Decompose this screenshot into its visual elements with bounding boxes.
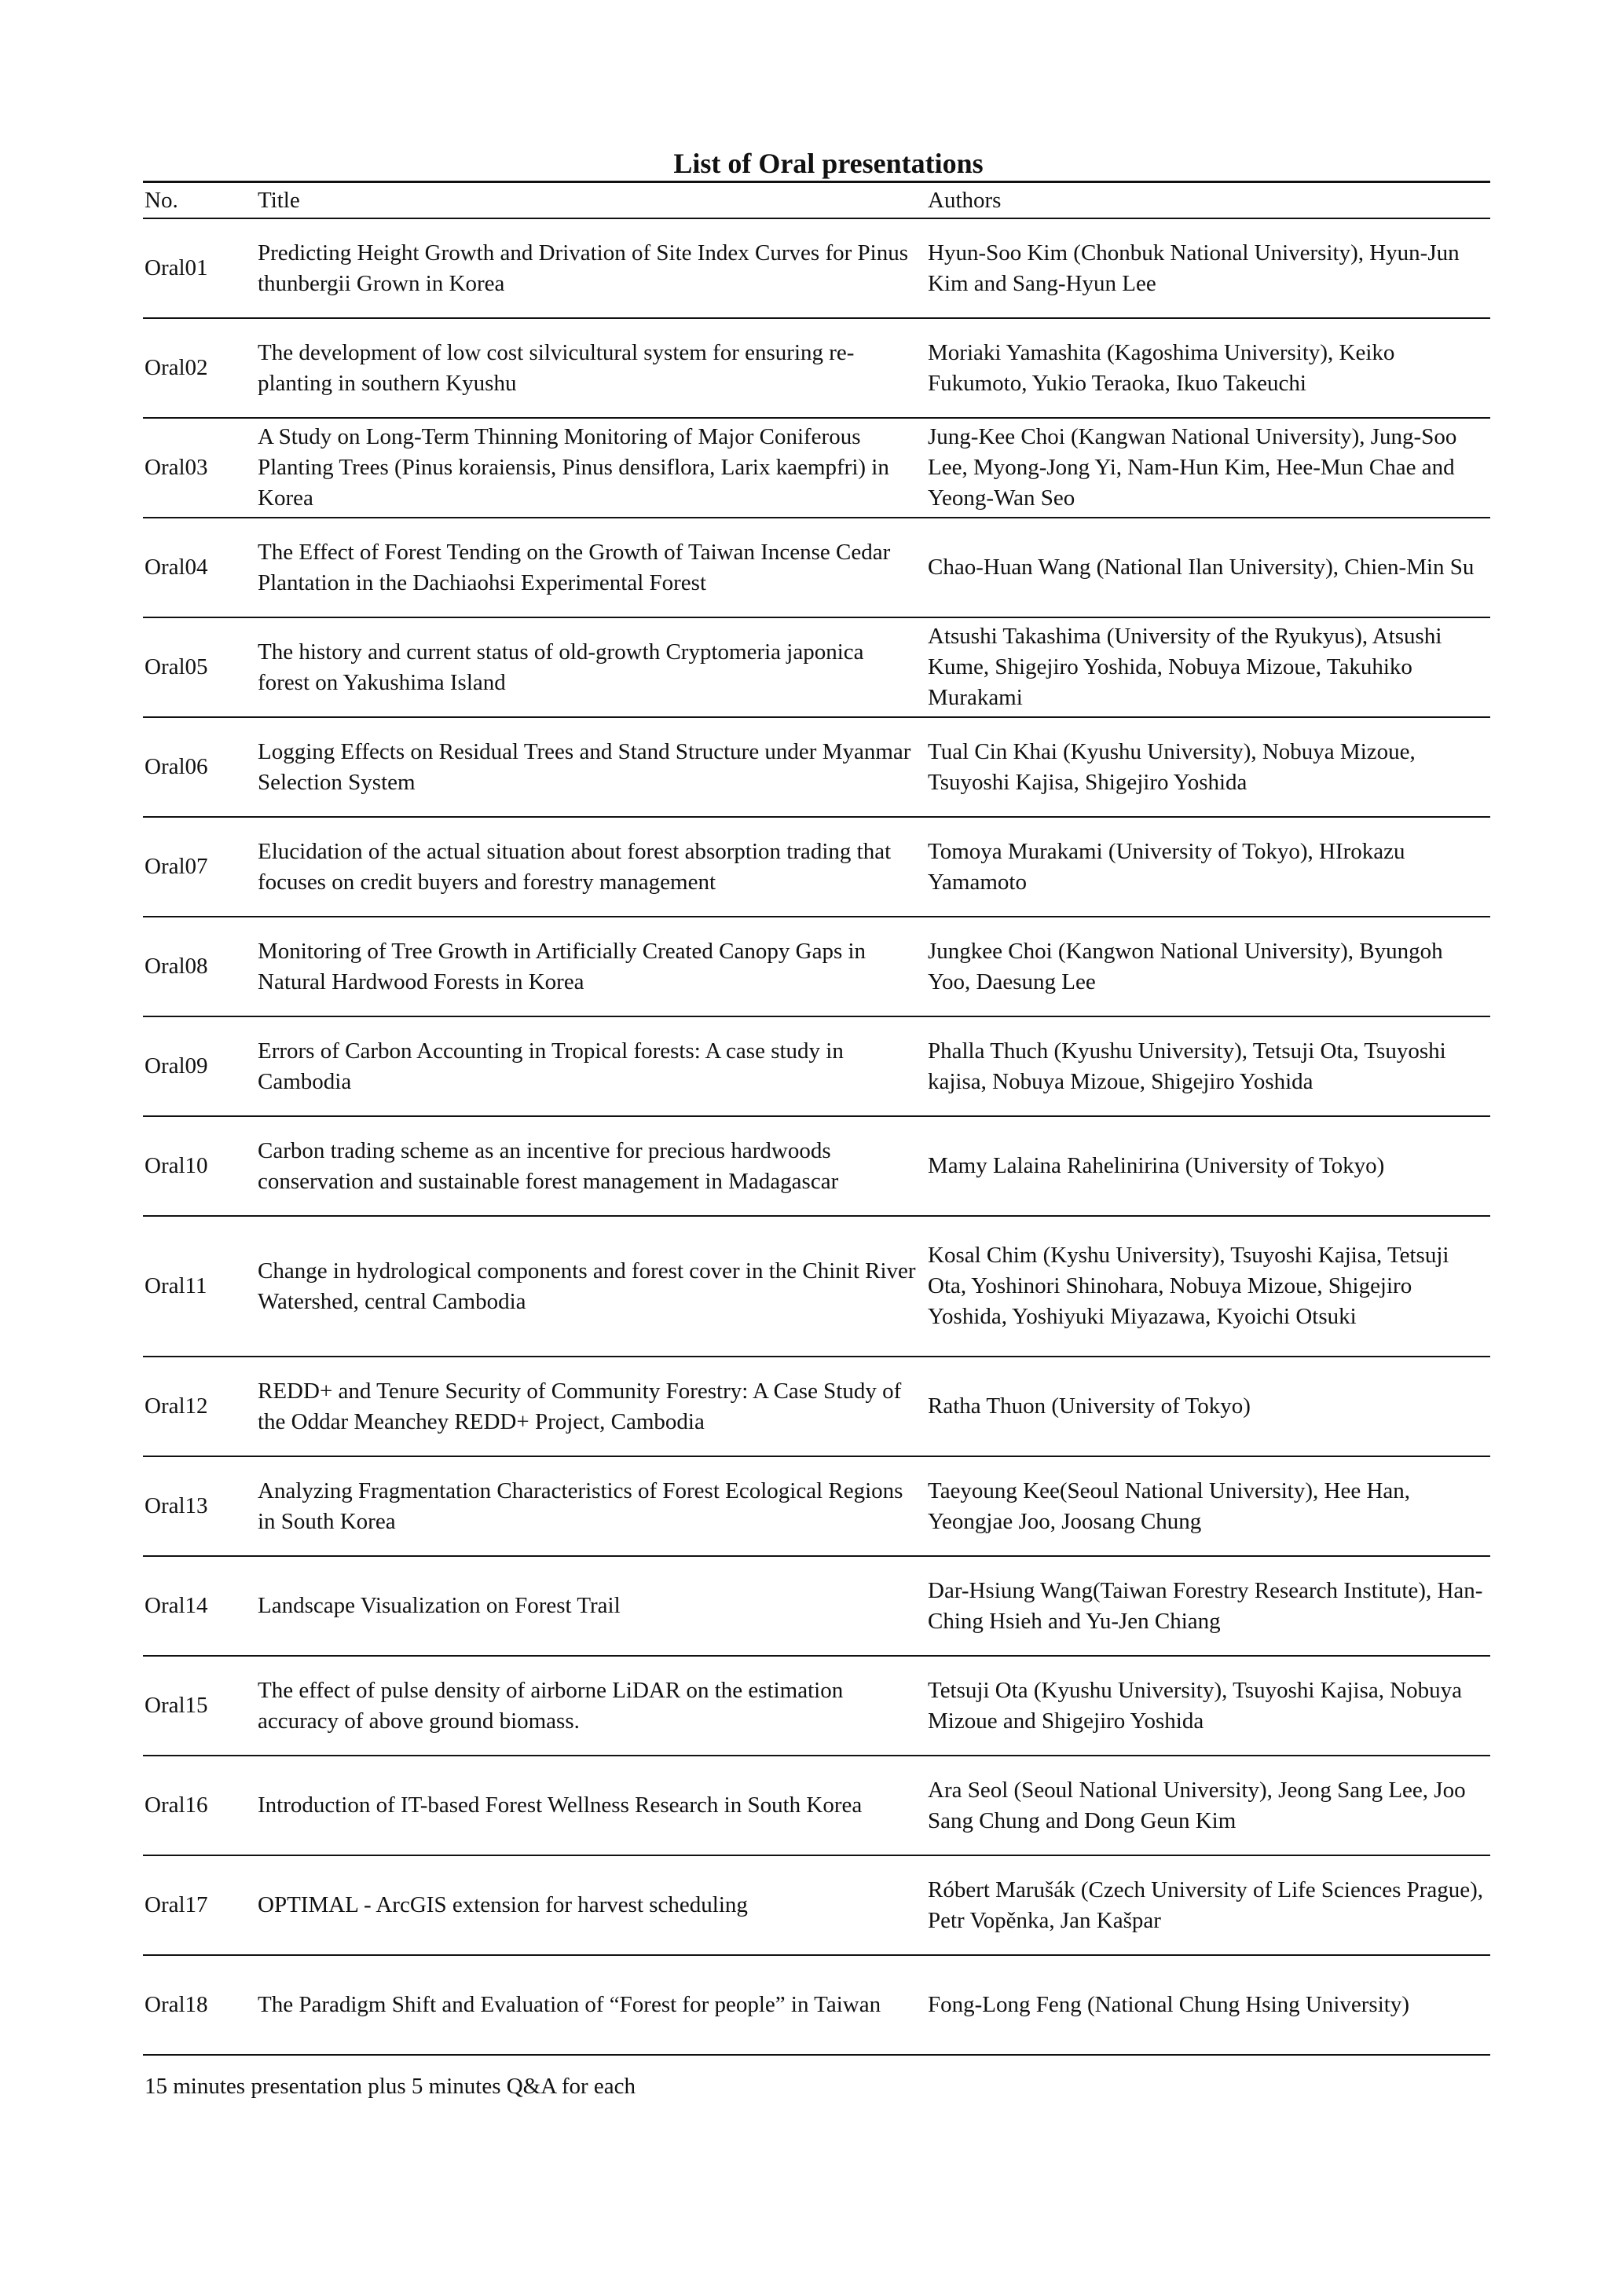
presentation-number: Oral04: [143, 518, 258, 617]
table-row: [143, 1756, 1490, 1855]
presentation-number: Oral13: [143, 1456, 258, 1556]
table-row: [143, 1357, 1490, 1456]
presentation-number: Oral08: [143, 917, 258, 1016]
table-row: [143, 617, 1490, 717]
table-row: [143, 418, 1490, 518]
presentation-authors: Tetsuji Ota (Kyushu University), Tsuyoshi Kajisa, Nobuya Mizoue and Shigejiro Yoshida: [928, 1656, 1490, 1756]
presentation-number: Oral18: [143, 1955, 258, 2055]
presentation-title: Landscape Visualization on Forest Trail: [258, 1556, 928, 1656]
oral-presentations-table: [143, 181, 1490, 2056]
table-row: [143, 1855, 1490, 1955]
presentation-title: Monitoring of Tree Growth in Artificially Created Canopy Gaps in Natural Hardwood Forests in Korea: [258, 917, 928, 1016]
table-row: [143, 717, 1490, 817]
table-row: [143, 1016, 1490, 1116]
presentation-authors: Taeyoung Kee(Seoul National University), Hee Han, Yeongjae Joo, Joosang Chung: [928, 1456, 1490, 1556]
table-row: [143, 917, 1490, 1016]
table-row: [143, 218, 1490, 318]
table-row: [143, 1955, 1490, 2055]
presentation-title: Introduction of IT-based Forest Wellness Research in South Korea: [258, 1756, 928, 1855]
presentation-number: Oral10: [143, 1116, 258, 1216]
document-page: [143, 146, 1490, 2102]
presentation-authors: Tomoya Murakami (University of Tokyo), HIrokazu Yamamoto: [928, 817, 1490, 917]
table-row: [143, 518, 1490, 617]
presentation-authors: Jungkee Choi (Kangwon National University), Byungoh Yoo, Daesung Lee: [928, 917, 1490, 1016]
presentation-title: The effect of pulse density of airborne LiDAR on the estimation accuracy of above ground biomass.: [258, 1656, 928, 1756]
presentation-authors: Atsushi Takashima (University of the Ryukyus), Atsushi Kume, Shigejiro Yoshida, Nobuya Mizoue, Takuhiko Murakami: [928, 617, 1490, 717]
table-row: [143, 1216, 1490, 1357]
presentation-number: Oral16: [143, 1756, 258, 1855]
table-header: [143, 182, 1490, 219]
presentation-authors: Dar-Hsiung Wang(Taiwan Forestry Research Institute), Han-Ching Hsieh and Yu-Jen Chiang: [928, 1556, 1490, 1656]
presentation-title: Errors of Carbon Accounting in Tropical forests: A case study in Cambodia: [258, 1016, 928, 1116]
presentation-authors: Kosal Chim (Kyshu University), Tsuyoshi Kajisa, Tetsuji Ota, Yoshinori Shinohara, Nobuya Mizoue, Shigejiro Yoshida, Yoshiyuki Miyazawa, Kyoichi Otsuki: [928, 1216, 1490, 1357]
presentation-title: Logging Effects on Residual Trees and Stand Structure under Myanmar Selection System: [258, 717, 928, 817]
presentation-number: Oral17: [143, 1855, 258, 1955]
table-row: [143, 1556, 1490, 1656]
presentation-authors: Róbert Marušák (Czech University of Life Sciences Prague), Petr Vopěnka, Jan Kašpar: [928, 1855, 1490, 1955]
table-row: [143, 318, 1490, 418]
presentation-number: Oral05: [143, 617, 258, 717]
presentation-title: Change in hydrological components and forest cover in the Chinit River Watershed, central Cambodia: [258, 1216, 928, 1357]
header-row: [143, 182, 1490, 219]
presentation-number: Oral15: [143, 1656, 258, 1756]
presentation-authors: Mamy Lalaina Rahelinirina (University of Tokyo): [928, 1116, 1490, 1216]
table-row: [143, 1456, 1490, 1556]
presentation-title: Analyzing Fragmentation Characteristics of Forest Ecological Regions in South Korea: [258, 1456, 928, 1556]
presentation-title: A Study on Long-Term Thinning Monitoring of Major Coniferous Planting Trees (Pinus koraiensis, Pinus densiflora, Larix kaempfri) in Korea: [258, 418, 928, 518]
presentation-authors: Phalla Thuch (Kyushu University), Tetsuji Ota, Tsuyoshi kajisa, Nobuya Mizoue, Shigejiro Yoshida: [928, 1016, 1490, 1116]
column-header-authors: Authors: [928, 182, 1490, 219]
presentation-authors: Fong-Long Feng (National Chung Hsing University): [928, 1955, 1490, 2055]
table-row: [143, 817, 1490, 917]
column-header-no: No.: [143, 182, 258, 219]
presentation-title: REDD+ and Tenure Security of Community Forestry: A Case Study of the Oddar Meanchey REDD+ Project, Cambodia: [258, 1357, 928, 1456]
presentation-title: The Paradigm Shift and Evaluation of “Forest for people” in Taiwan: [258, 1955, 928, 2055]
presentation-number: Oral03: [143, 418, 258, 518]
presentation-authors: Tual Cin Khai (Kyushu University), Nobuya Mizoue, Tsuyoshi Kajisa, Shigejiro Yoshida: [928, 717, 1490, 817]
presentation-authors: Ratha Thuon (University of Tokyo): [928, 1357, 1490, 1456]
column-header-title: Title: [258, 182, 928, 219]
presentation-number: Oral09: [143, 1016, 258, 1116]
table-row: [143, 1116, 1490, 1216]
presentation-title: OPTIMAL - ArcGIS extension for harvest scheduling: [258, 1855, 928, 1955]
footnote: 15 minutes presentation plus 5 minutes Q&A for each: [145, 2074, 636, 2099]
presentation-number: Oral06: [143, 717, 258, 817]
presentation-title: Predicting Height Growth and Drivation of Site Index Curves for Pinus thunbergii Grown in Korea: [258, 218, 928, 318]
presentation-number: Oral12: [143, 1357, 258, 1456]
presentation-title: Carbon trading scheme as an incentive for precious hardwoods conservation and sustainable forest management in Madagascar: [258, 1116, 928, 1216]
presentation-authors: Ara Seol (Seoul National University), Jeong Sang Lee, Joo Sang Chung and Dong Geun Kim: [928, 1756, 1490, 1855]
table-body: [143, 218, 1490, 2055]
document-title: List of Oral presentations: [673, 148, 984, 179]
presentation-authors: Chao-Huan Wang (National Ilan University), Chien-Min Su: [928, 518, 1490, 617]
presentation-number: Oral02: [143, 318, 258, 418]
presentation-title: The Effect of Forest Tending on the Growth of Taiwan Incense Cedar Plantation in the Dachiaohsi Experimental Forest: [258, 518, 928, 617]
presentation-title: The history and current status of old-growth Cryptomeria japonica forest on Yakushima Island: [258, 617, 928, 717]
presentation-number: Oral14: [143, 1556, 258, 1656]
presentation-authors: Moriaki Yamashita (Kagoshima University), Keiko Fukumoto, Yukio Teraoka, Ikuo Takeuchi: [928, 318, 1490, 418]
presentation-authors: Jung-Kee Choi (Kangwan National University), Jung-Soo Lee, Myong-Jong Yi, Nam-Hun Kim, Hee-Mun Chae and Yeong-Wan Seo: [928, 418, 1490, 518]
presentation-authors: Hyun-Soo Kim (Chonbuk National University), Hyun-Jun Kim and Sang-Hyun Lee: [928, 218, 1490, 318]
presentation-number: Oral01: [143, 218, 258, 318]
presentation-title: Elucidation of the actual situation about forest absorption trading that focuses on credit buyers and forestry management: [258, 817, 928, 917]
presentation-title: The development of low cost silvicultural system for ensuring re-planting in southern Kyushu: [258, 318, 928, 418]
table-row: [143, 1656, 1490, 1756]
presentation-number: Oral07: [143, 817, 258, 917]
presentation-number: Oral11: [143, 1216, 258, 1357]
